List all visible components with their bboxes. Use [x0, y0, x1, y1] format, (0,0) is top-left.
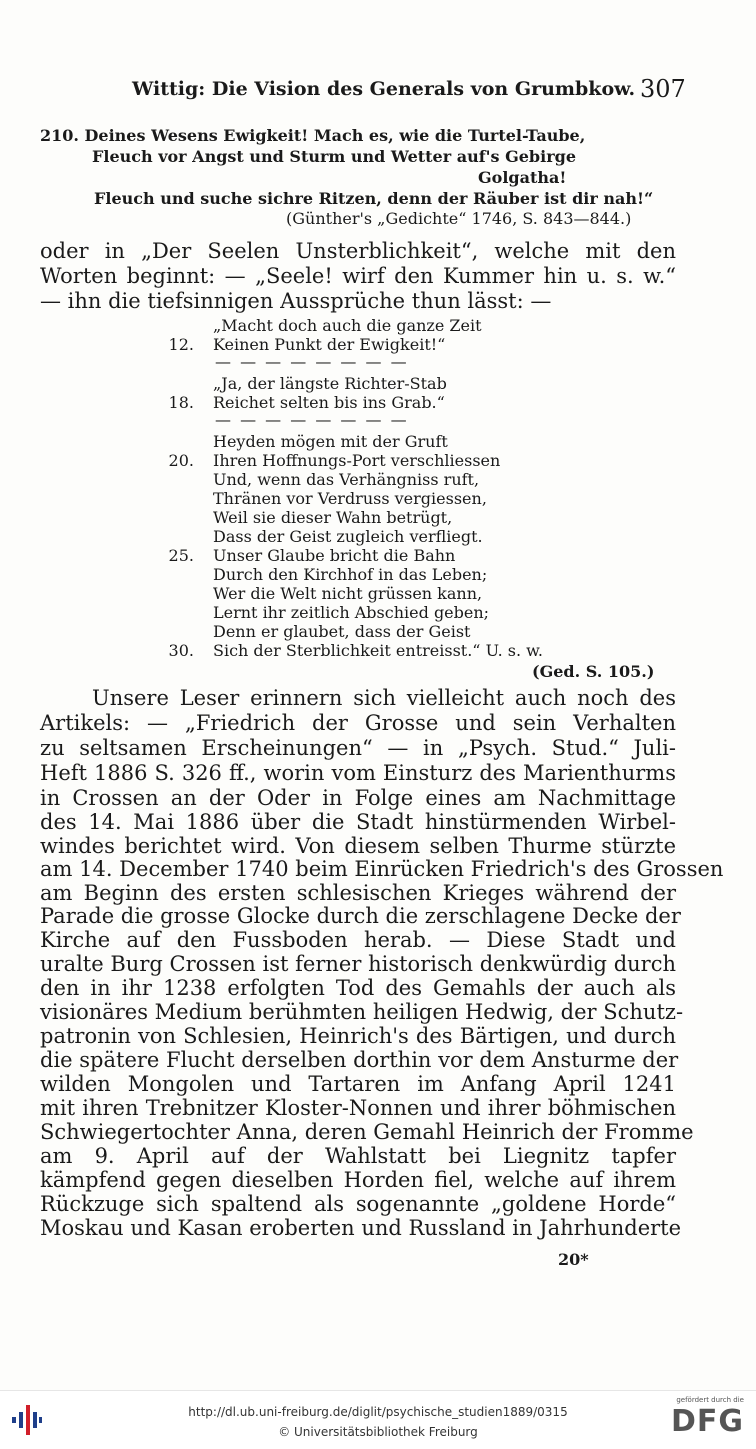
verse-number: 20.: [168, 451, 194, 470]
text-line: Artikels: — „Friedrich der Grosse und sein Verhalten: [40, 711, 676, 735]
quote-line: Fleuch vor Angst und Sturm und Wetter auf's Gebirge: [92, 147, 576, 166]
text-line: Moskau und Kasan eroberten und Russland in Jahrhunderte: [40, 1216, 682, 1240]
quote-line: Golgatha!: [478, 168, 567, 187]
verse-line: „Ja, der längste Richter-Stab: [213, 374, 447, 393]
verse-number: 25.: [168, 546, 194, 565]
source-url[interactable]: http://dl.ub.uni-freiburg.de/diglit/psychische_studien1889/0315: [188, 1405, 568, 1419]
verse-line: Durch den Kirchhof in das Leben;: [213, 565, 488, 584]
text-line: patronin von Schlesien, Heinrich's des Bärtigen, und durch: [40, 1024, 676, 1048]
quote-line: 210. Deines Wesens Ewigkeit! Mach es, wie die Turtel-Taube,: [40, 126, 586, 145]
verse-line: Keinen Punkt der Ewigkeit!“: [213, 335, 446, 354]
funding-note: gefördert durch die: [676, 1396, 744, 1404]
text-line: Schwiegertochter Anna, deren Gemahl Heinrich der Fromme: [40, 1120, 694, 1144]
text-line: oder in „Der Seelen Unsterblichkeit“, welche mit den: [40, 239, 676, 263]
verse-line: Heyden mögen mit der Gruft: [213, 432, 448, 451]
text-line: visionäres Medium berühmten heiligen Hedwig, der Schutz-: [40, 1000, 684, 1024]
text-line: am 14. December 1740 beim Einrücken Friedrich's des Grossen: [40, 857, 724, 881]
verse-line: Ihren Hoffnungs-Port verschliessen: [213, 451, 501, 470]
verse-line: Denn er glaubet, dass der Geist: [213, 622, 471, 641]
text-line: kämpfend gegen dieselben Horden fiel, welche auf ihrem: [40, 1168, 676, 1192]
text-line: den in ihr 1238 erfolgten Tod des Gemahls der auch als: [40, 976, 676, 1000]
viewer-footer: [0, 1390, 756, 1449]
verse-line: Dass der Geist zugleich verfliegt.: [213, 527, 483, 546]
verse-line: Und, wenn das Verhängniss ruft,: [213, 470, 480, 489]
verse-omission: — — — — — — — —: [215, 352, 409, 371]
text-line: Rückzuge sich spaltend als sogenannte „goldene Horde“: [40, 1192, 676, 1216]
verse-line: Thränen vor Verdruss vergiessen,: [213, 489, 487, 508]
verse-line: Lernt ihr zeitlich Abschied geben;: [213, 603, 490, 622]
text-line: mit ihren Trebnitzer Kloster-Nonnen und ihrer böhmischen: [40, 1096, 676, 1120]
text-line: wilden Mongolen und Tartaren im Anfang April 1241: [40, 1072, 676, 1096]
text-line: Parade die grosse Glocke durch die zerschlagene Decke der: [40, 904, 681, 928]
text-line: Unsere Leser erinnern sich vielleicht auch noch des: [92, 686, 676, 710]
text-line: die spätere Flucht derselben dorthin vor dem Ansturme der: [40, 1048, 679, 1072]
quote-citation: (Günther's „Gedichte“ 1746, S. 843—844.): [286, 209, 632, 228]
copyright-notice: © Universitätsbibliothek Freiburg: [278, 1425, 478, 1439]
verse-line: Reichet selten bis ins Grab.“: [213, 393, 445, 412]
verse-line: Unser Glaube bricht die Bahn: [213, 546, 456, 565]
signature-mark: 20*: [558, 1250, 589, 1269]
verse-number: 30.: [168, 641, 194, 660]
verse-line: Sich der Sterblichkeit entreisst.“ U. s. w.: [213, 641, 544, 660]
text-line: Kirche auf den Fussboden herab. — Diese Stadt und: [40, 928, 676, 952]
verse-line: Weil sie dieser Wahn betrügt,: [213, 508, 453, 527]
running-header: Wittig: Die Vision des Generals von Grumbkow.: [132, 78, 636, 100]
text-line: in Crossen an der Oder in Folge eines am Nachmittage: [40, 786, 676, 810]
text-line: des 14. Mai 1886 über die Stadt hinstürmenden Wirbel-: [40, 810, 676, 834]
text-line: uralte Burg Crossen ist ferner historisch denkwürdig durch: [40, 952, 676, 976]
text-line: Heft 1886 S. 326 ff., worin vom Einsturz des Marienthurms: [40, 761, 676, 785]
page-number: 307: [640, 75, 686, 103]
text-line: Worten beginnt: — „Seele! wirf den Kummer hin u. s. w.“: [40, 264, 676, 288]
text-line: zu seltsamen Erscheinungen“ — in „Psych. Stud.“ Juli-: [40, 736, 676, 760]
text-line: windes berichtet wird. Von diesem selben Thurme stürzte: [40, 834, 676, 858]
verse-number: 18.: [168, 393, 194, 412]
verse-number: 12.: [168, 335, 194, 354]
verse-line: Wer die Welt nicht grüssen kann,: [213, 584, 483, 603]
verse-omission: — — — — — — — —: [215, 410, 409, 429]
text-line: am 9. April auf der Wahlstatt bei Liegnitz tapfer: [40, 1144, 676, 1168]
verse-source: (Ged. S. 105.): [532, 662, 655, 681]
quote-line: Fleuch und suche sichre Ritzen, denn der Räuber ist dir nah!“: [94, 189, 654, 208]
text-line: am Beginn des ersten schlesischen Krieges während der: [40, 881, 676, 905]
text-line: — ihn die tiefsinnigen Aussprüche thun lässt: —: [40, 289, 552, 313]
verse-line: „Macht doch auch die ganze Zeit: [213, 316, 482, 335]
dfg-logo: DFG: [670, 1404, 744, 1439]
